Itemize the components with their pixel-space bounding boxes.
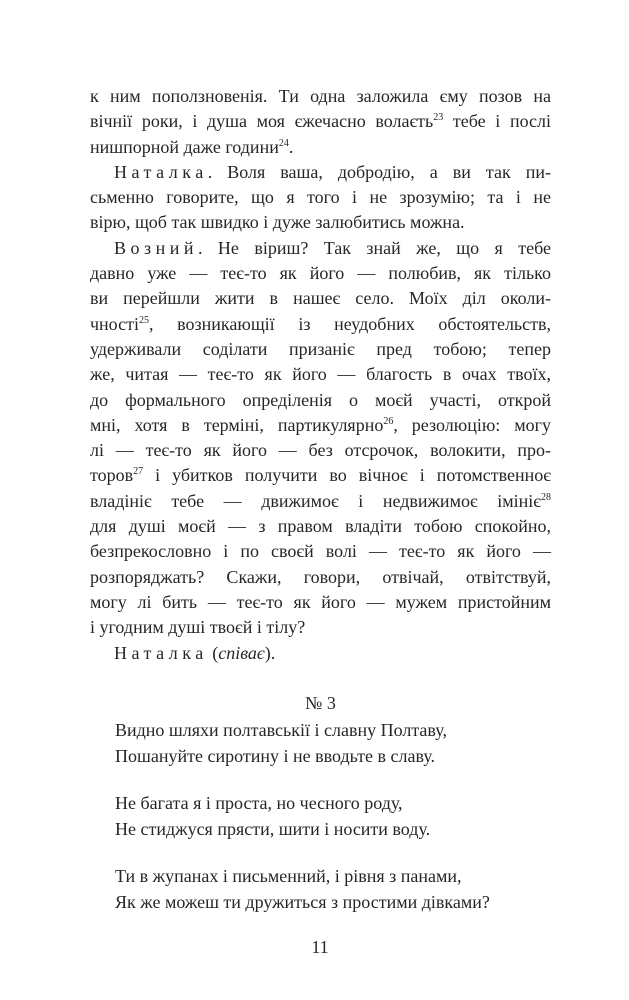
song-title: № 3 xyxy=(305,693,336,713)
text-segment: чності xyxy=(90,313,139,334)
speaker-name: Наталка xyxy=(114,642,208,663)
text-segment: вічнії роки, і душа моя єжечасно волаєть xyxy=(90,111,434,132)
text-segment: лі — теє-то як його — без отсрочок, волокити, про- xyxy=(90,440,551,461)
verse-line: Як же можеш ти дружиться з простими дівками? xyxy=(115,892,490,912)
text-segment: же, читая — теє-то як його — благость в очах твоїх, xyxy=(90,364,551,385)
text-line xyxy=(90,438,551,463)
verse-line: Не стиджуся прясти, шити і носити воду. xyxy=(115,819,431,839)
verse-line: Видно шляхи полтавськії і славну Полтаву, xyxy=(115,720,447,740)
text-segment: владініє тебе — движимоє і недвижимоє імініє xyxy=(90,490,541,511)
text-segment: к ним поползновенія. Ти одна заложила єму позов на xyxy=(90,86,551,106)
text-line xyxy=(90,489,551,514)
speaker-name: Возний xyxy=(114,237,199,258)
verse-line: Пошануйте сиротину і не вводьте в славу. xyxy=(115,746,436,766)
text-line xyxy=(90,514,551,539)
text-segment: ви перейшли жити в нашеє село. Моїх діл околи- xyxy=(90,288,551,309)
text-segment: і угодним душі твоєй і тілу? xyxy=(90,617,306,638)
text-segment: тебе і послі xyxy=(443,111,551,132)
speaker-name: Наталка xyxy=(114,161,208,182)
stanza xyxy=(115,790,490,842)
text-segment: давно уже — теє-то як його — полюбив, як тілько xyxy=(90,263,551,284)
stanza xyxy=(115,717,490,769)
footnote-ref: 23 xyxy=(433,112,444,124)
text-line xyxy=(90,84,551,109)
text-segment: мні, хотя в терміні, партикулярно xyxy=(90,414,384,435)
footnote-ref: 27 xyxy=(133,466,144,478)
text-segment: торов xyxy=(90,465,134,486)
text-segment: для душі моєй — з правом владіти тобою спокойно, xyxy=(90,516,551,537)
text-line xyxy=(90,565,551,590)
prose-text xyxy=(90,84,551,666)
footnote-ref: 24 xyxy=(278,137,289,149)
text-segment: і убитков получити во вічноє і потомственноє xyxy=(143,465,551,486)
stage-direction: співає xyxy=(218,642,265,663)
text-segment: розпоряджать? Скажи, говори, отвічай, отвітствуй, xyxy=(90,566,551,587)
song-verse xyxy=(115,717,490,915)
text-line xyxy=(90,135,551,160)
text-segment: сьменно говорите, що я того і не зрозумію; та і не xyxy=(90,187,551,208)
text-segment: нишпорной даже години xyxy=(90,136,279,157)
text-line xyxy=(90,109,551,134)
text-segment: безпрекословно і по своєй волі — теє-то як його — xyxy=(90,541,551,562)
text-segment: . xyxy=(288,136,294,157)
page-number: 11 xyxy=(311,937,329,957)
text-line xyxy=(90,413,551,438)
text-segment: , возникающії із неудобних обстоятельств, xyxy=(149,313,551,334)
text-line xyxy=(90,261,551,286)
text-segment: до формального опреділенія о моєй участі, открой xyxy=(90,389,551,410)
text-segment: . Воля ваша, добродію, а ви так пи- xyxy=(207,161,551,182)
text-line xyxy=(90,388,551,413)
text-line xyxy=(90,641,551,666)
text-segment: , резолюцію: могу xyxy=(393,414,551,435)
text-line xyxy=(90,362,551,387)
text-line xyxy=(90,160,551,185)
text-line xyxy=(90,210,551,235)
footnote-ref: 25 xyxy=(139,314,149,326)
text-line xyxy=(90,615,551,640)
verse-line: Не багата я і проста, но чесного роду, xyxy=(115,793,403,813)
text-segment: ( xyxy=(207,642,219,663)
text-segment: могу лі бить — теє-то як його — мужем пристойним xyxy=(90,591,551,612)
text-line xyxy=(90,463,551,488)
footnote-ref: 28 xyxy=(541,491,551,503)
text-line xyxy=(90,312,551,337)
text-segment: ). xyxy=(264,642,276,663)
footnote-ref: 26 xyxy=(383,415,394,427)
text-line xyxy=(90,236,551,261)
text-line xyxy=(90,590,551,615)
stanza xyxy=(115,863,490,915)
verse-line: Ти в жупанах і письменний, і рівня з панами, xyxy=(115,866,462,886)
text-line xyxy=(90,539,551,564)
text-segment: вірю, щоб так швидко і дуже залюбитись можна. xyxy=(90,212,465,233)
text-segment: удерживали соділати призаніє пред тобою; тепер xyxy=(90,338,551,359)
text-line xyxy=(90,286,551,311)
text-line xyxy=(90,185,551,210)
text-line xyxy=(90,337,551,362)
text-segment: . Не віриш? Так знай же, що я тебе xyxy=(198,237,551,258)
